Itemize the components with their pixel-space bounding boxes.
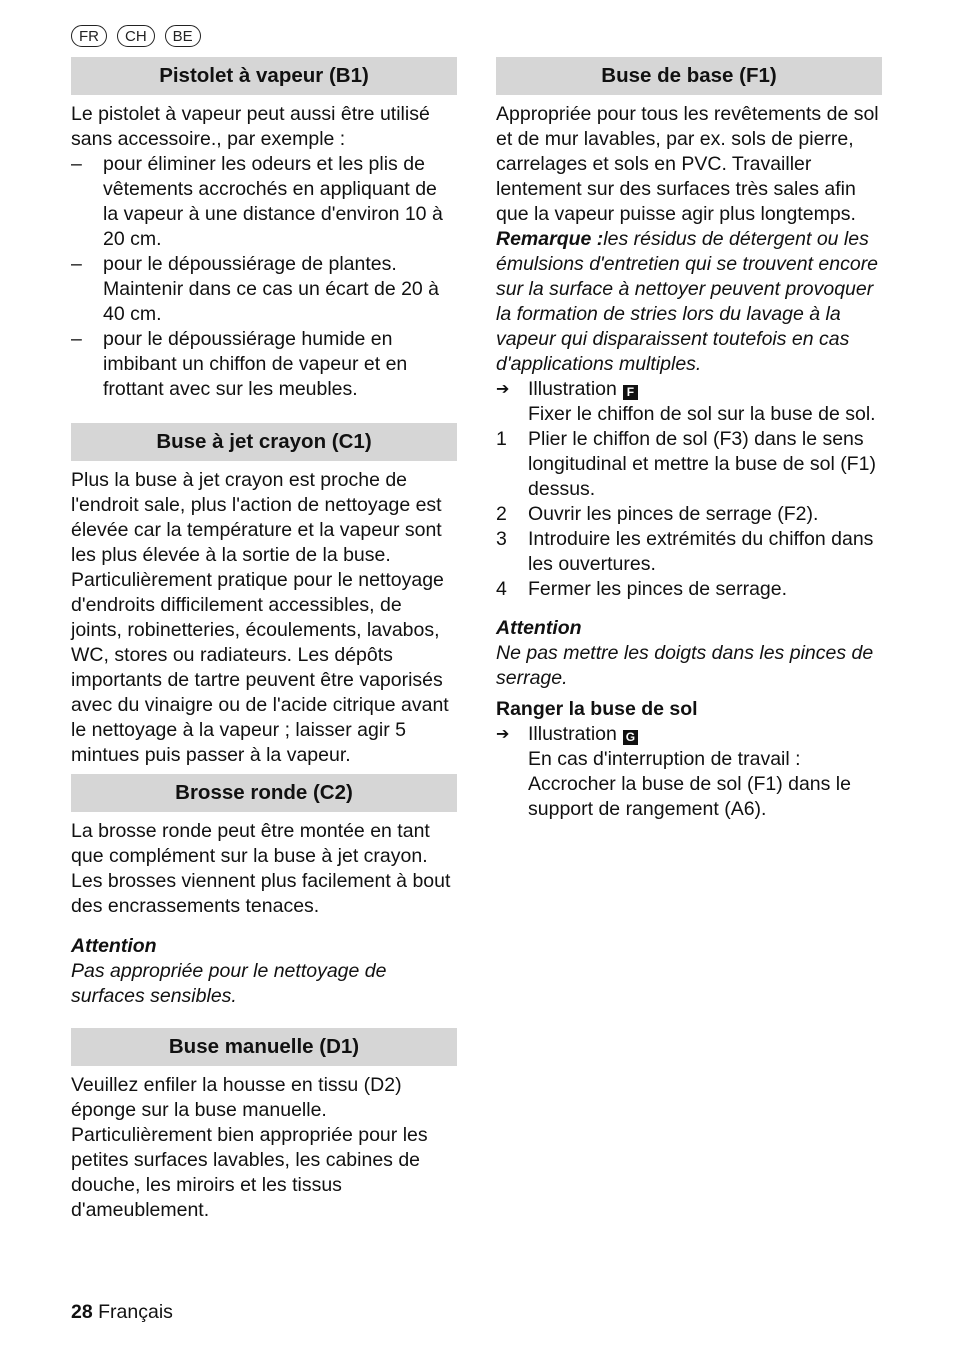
right-column (496, 57, 882, 822)
c2-text: La brosse ronde peut être montée en tant que complément sur la buse à jet crayon. Les brosses viennent plus facilement à bout des encrassements tenaces. (71, 820, 451, 917)
store-title: Ranger la buse de sol (496, 698, 698, 720)
section-title-b1: Pistolet à vapeur (B1) (71, 57, 457, 95)
dash-marker: – (71, 153, 82, 175)
c2-attention-label: Attention (71, 935, 157, 957)
illustration-ref-g (496, 722, 882, 747)
remark-text: les résidus de détergent ou les émulsions d'entretien qui se trouvent encore sur la surface à nettoyer peuvent provoquer la formation de stries lors du lavage à la vapeur qui disparaissent toutefois en cas d'applications multiples. (496, 228, 879, 375)
step-number: 4 (496, 578, 507, 600)
step-number: 1 (496, 428, 507, 450)
list-item (496, 577, 882, 602)
d1-text: Veuillez enfiler la housse en tissu (D2) éponge sur la buse manuelle. Particulièrement bien appropriée pour les petites surfaces lavables, les cabines de douche, les miroirs et les tissus d'ameublement. (71, 1074, 428, 1221)
badge-be: BE (165, 25, 201, 47)
step-text: Introduire les extrémités du chiffon dans les ouvertures. (528, 528, 874, 575)
dash-marker: – (71, 328, 82, 350)
c1-text: Plus la buse à jet crayon est proche de l'endroit sale, plus l'action de nettoyage est élevée car la température et la vapeur sont les plus élevée à la sortie de la buse. Particulièrement pratique pour le nettoyage d'endroits difficilement accessibles, de joints, robinetteries, écoulements, lavabos, WC, stores ou radiateurs. Les dépôts importants de tartre peuvent être vaporisés avec du vinaigre ou de l'acide citrique avant le nettoyage à la vapeur ; laisser agir 5 mintues puis passer à la vapeur. (71, 469, 449, 766)
c2-attention-text: Pas appropriée pour le nettoyage de surfaces sensibles. (71, 960, 387, 1007)
store-line1: En cas d'interruption de travail : (528, 748, 801, 770)
badge-ch: CH (117, 25, 155, 47)
section-title-c1: Buse à jet crayon (C1) (71, 423, 457, 461)
b1-intro: Le pistolet à vapeur peut aussi être utilisé sans accessoire., par exemple : (71, 103, 430, 150)
f1-text: Appropriée pour tous les revêtements de sol et de mur lavables, par ex. sols de pierre, carrelages et sols en PVC. Travailler lentement sur des surfaces très sales afin que la vapeur puisse agir plus longtemps. (496, 103, 879, 225)
illustration-letter-icon: G (623, 730, 638, 745)
section-title-c2: Brosse ronde (C2) (71, 774, 457, 812)
arrow-right-icon: ➔ (496, 381, 510, 398)
list-item (496, 427, 882, 502)
section-title-f1: Buse de base (F1) (496, 57, 882, 95)
illustration-label: Illustration (528, 378, 617, 400)
store-line2: Accrocher la buse de sol (F1) dans le support de rangement (A6). (528, 773, 851, 820)
footer-language: Français (98, 1301, 173, 1323)
f1-fix-text: Fixer le chiffon de sol sur la buse de sol. (528, 403, 876, 425)
step-text: Plier le chiffon de sol (F3) dans le sens longitudinal et mettre la buse de sol (F1) dessus. (528, 428, 876, 500)
step-text: Fermer les pinces de serrage. (528, 578, 788, 600)
section-title-d1: Buse manuelle (D1) (71, 1028, 457, 1066)
list-item (496, 527, 882, 577)
dash-marker: – (71, 253, 82, 275)
country-badges (71, 25, 201, 47)
list-item (71, 152, 457, 252)
list-item-text: pour éliminer les odeurs et les plis de vêtements accrochés en appliquant de la vapeur à une distance d'environ 10 à 20 cm. (103, 153, 443, 250)
list-item (71, 252, 457, 327)
illustration-label: Illustration (528, 723, 617, 745)
list-item (496, 502, 882, 527)
illustration-ref-f (496, 377, 882, 402)
left-column (71, 57, 457, 1223)
step-text: Ouvrir les pinces de serrage (F2). (528, 503, 819, 525)
list-item-text: pour le dépoussiérage humide en imbibant un chiffon de vapeur et en frottant avec sur les meubles. (103, 328, 408, 400)
arrow-right-icon: ➔ (496, 726, 510, 743)
list-item-text: pour le dépoussiérage de plantes. Maintenir dans ce cas un écart de 20 à 40 cm. (103, 253, 440, 325)
f1-attention-text: Ne pas mettre les doigts dans les pinces de serrage. (496, 642, 874, 689)
page-number: 28 (71, 1301, 93, 1323)
list-item (71, 327, 457, 402)
step-number: 3 (496, 528, 507, 550)
step-number: 2 (496, 503, 507, 525)
f1-attention-label: Attention (496, 617, 582, 639)
remark-label: Remarque : (496, 228, 604, 250)
page-footer (71, 1301, 173, 1324)
badge-fr: FR (71, 25, 107, 47)
f1-remark (496, 227, 882, 377)
illustration-letter-icon: F (623, 385, 638, 400)
